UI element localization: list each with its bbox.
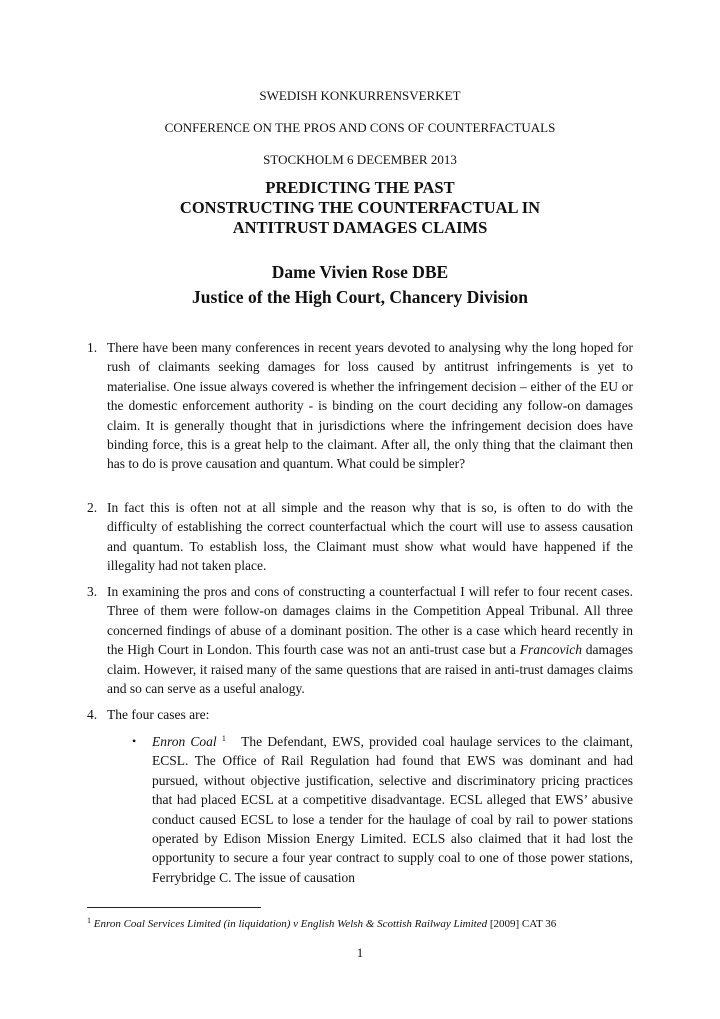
- bullet-enron-coal: Enron Coal $^1$ The Defendant, EWS, provided coal haulage services to the claimant, ECSL. The Office of Rail Regulation had found that EWS was dominant and had pursued, without objective justification, selective and discriminatory pricing practices that had placed ECSL at a competitive disadvantage. ECSL alleged that EWS’ abusive conduct caused ECSL to lose a tender for the haulage of coal by rail to power stations operated by Edison Mission Energy Limited. ECLS also claimed that it had lost the opportunity to secure a four year contract to supply coal to one of those power stations, Ferrybridge C. The issue of causation: [152, 734, 634, 885]
- case-name-francovich: Francovich: [519, 642, 582, 658]
- paragraph-number: 3.: [87, 584, 98, 599]
- paragraph-3: In examining the pros and cons of constructing a counterfactual I will refer to four recent cases. Three of them were follow-on damages claims in the Competition Appeal Tribunal. All three concerned findings of abuse of a dominant position. The other is a case which heard recently in the High Court in London. This fourth case was not an anti-trust case but a Francovich damages claim. However, it raised many of the same questions that are raised in anti-trust damages claims and so can serve as a useful analogy.: [107, 584, 633, 697]
- paragraph-2: In fact this is often not at all simple and the reason why that is so, is often to do with the difficulty of establishing the correct counterfactual which the court will use to assess causation and quantum. To establish loss, the Claimant must show what would have happened if the illegality had not taken place.: [107, 500, 633, 574]
- author-position: Justice of the High Court, Chancery Division: [192, 287, 528, 307]
- paragraph-1: There have been many conferences in recent years devoted to analysing why the long hoped for rush of claimants seeking damages for loss caused by antitrust infringements is yet to materialise. One issue always covered is whether the infringement decision – either of the EU or the domestic enforcement authority - is binding on the court deciding any follow-on damages claim. It is generally thought that in jurisdictions where the infringement decision does have binding force, this is a great help to the claimant. After all, the only thing that the claimant then has to do is prove causation and quantum. What could be simpler?: [107, 340, 633, 472]
- paragraph-number: 4.: [87, 707, 98, 722]
- bullet-icon: •: [132, 734, 137, 748]
- header-conference: CONFERENCE ON THE PROS AND CONS OF COUNTERFACTUALS: [164, 120, 556, 135]
- author-name: Dame Vivien Rose DBE: [271, 262, 449, 282]
- footnote: $^1$ Enron Coal Services Limited (in liquidation) v English Welsh & Scottish Railway Limited [2009] CAT 36: [87, 916, 557, 930]
- paragraph-number: 2.: [87, 500, 98, 515]
- header-location-date: STOCKHOLM 6 DECEMBER 2013: [263, 152, 457, 167]
- footnote-ref[interactable]: 1: [221, 734, 226, 743]
- title-line-1: PREDICTING THE PAST: [265, 178, 455, 197]
- title-line-2: CONSTRUCTING THE COUNTERFACTUAL IN: [179, 198, 541, 217]
- case-name-enron-coal: Enron Coal: [152, 734, 217, 749]
- paragraph-4: The four cases are:: [107, 707, 210, 722]
- paragraph-number: 1.: [87, 340, 98, 355]
- page-number: 1: [356, 945, 364, 960]
- footnote-divider: [87, 907, 261, 908]
- title-line-3: ANTITRUST DAMAGES CLAIMS: [232, 218, 488, 237]
- header-org: SWEDISH KONKURRENSVERKET: [259, 88, 461, 103]
